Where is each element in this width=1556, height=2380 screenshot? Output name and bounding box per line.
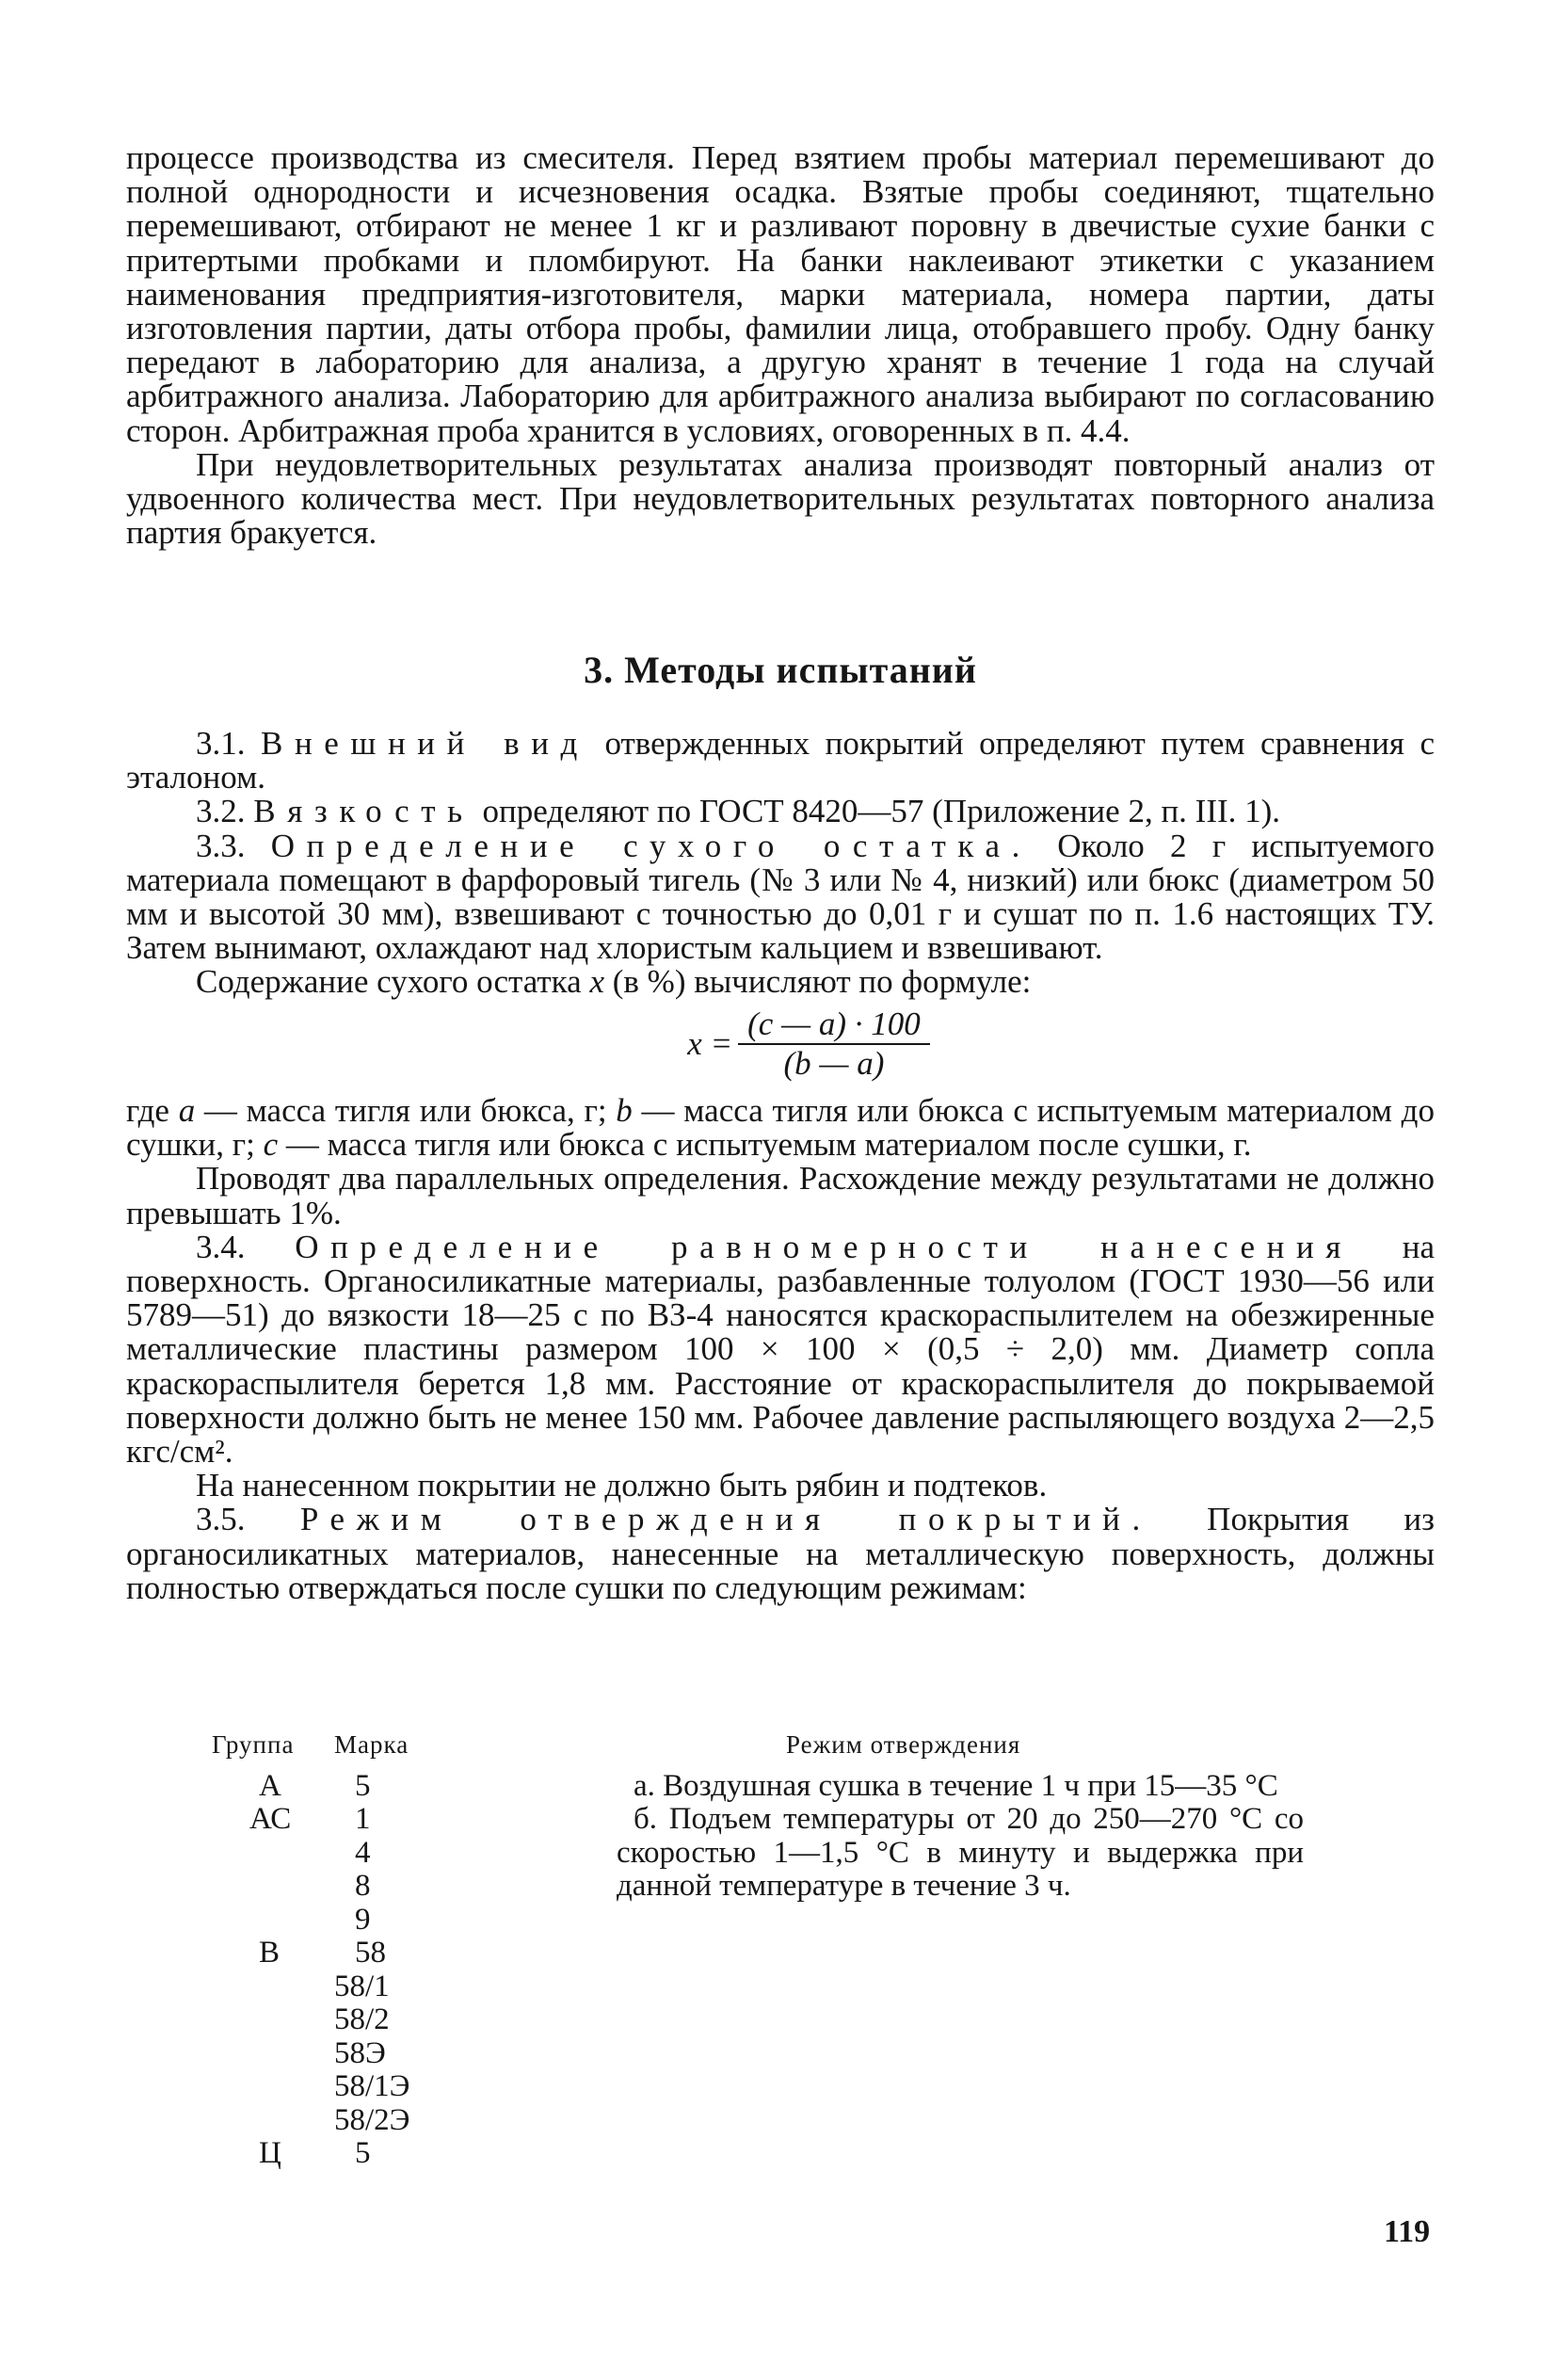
clause-text: Около 2 г испытуемого материала помещают в фарфоровый тигель (№ 3 или № 4, низкий) или бюкс (диаметром 50 мм и высотой 30 мм), взвешивают с точностью до 0,01 г и сушат по п. 1.6 настоящих ТУ. Затем вынимают, охлаждают над хлористым кальцием и взвешивают. <box>126 827 1436 967</box>
mark-cell: 58 <box>355 1936 386 1970</box>
clause-term: Внешний вид <box>261 725 589 762</box>
formula-numerator: (c — a) · 100 <box>738 1007 930 1045</box>
group-column <box>212 1770 334 2171</box>
mark-column <box>334 1770 504 2171</box>
clause-number: 3.5. <box>196 1501 246 1538</box>
curing-mode-table <box>212 1729 1436 2171</box>
mark-cell: 58/2 <box>334 2002 390 2036</box>
formula-legend: где a — масса тигля или бюкса, г; b — масса тигля или бюкса с испытуемым материалом до сушки, г; c — масса тигля или бюкса с испытуемым материалом после сушки, г. <box>126 1092 1435 1164</box>
formula-intro: Содержание сухого остатка x (в %) вычисляют по формуле: <box>196 963 1032 1001</box>
group-cell: А <box>259 1768 281 1803</box>
clause-text: на поверхность. Органосиликатные материалы, разбавленные толуолом (ГОСТ 1930—56 или 5789—51) до вязкости 18—25 с по ВЗ-4 наносятся краскораспылителем на обезжиренные металлические пластины размером 100 × 100 × (0,5 ÷ 2,0) мм. Диаметр сопла краскораспылителя берется 1,8 мм. Расстояние от краскораспылителя до покрываемой поверхности должно быть не менее 150 мм. Рабочее давление распыляющего воздуха 2—2,5 кгс/см². <box>126 1228 1435 1471</box>
mode-b: б. Подъем температуры от 20 до 250—270 °С со скоростью 1—1,5 °С в минуту и выдержка при данной температуре в течение 3 ч. <box>617 1802 1304 1903</box>
intro-paragraph-1: процессе производства из смесителя. Перед взятием пробы материал перемешивают до полной однородности и исчезновения осадка. Взятые пробы соединяют, тщательно перемешивают, отбирают не менее 1 кг и разливают поровну в двечистые сухие банки с притертыми пробками и пломбируют. На банки наклеивают этикетки с указанием наименования предприятия-изготовителя, марки материала, номера партии, даты изготовления партии, даты отбора пробы, фамилии лица, отобравшего пробу. Одну банку передают в лабораторию для анализа, а другую хранят в течение 1 года на случай арбитражного анализа. Лабораторию для арбитражного анализа выбирают по согласованию сторон. Арбитражная проба хранится в условиях, оговоренных в п. 4.4. <box>126 139 1435 449</box>
intro-text <box>126 141 1435 550</box>
table-header <box>212 1729 1436 1762</box>
clause-number: 3.3. <box>196 827 246 864</box>
mark-cell: 5 <box>355 1768 371 1803</box>
clause-3-3 <box>126 829 1435 966</box>
group-cell <box>212 2104 334 2138</box>
dry-residue-formula <box>126 1007 1435 1081</box>
clause-term: Режим отверждения покрытий. <box>299 1501 1152 1538</box>
clause-3-2 <box>126 795 1435 828</box>
clause-text: определяют по ГОСТ 8420—57 (Приложение 2, п. III. 1). <box>473 793 1281 830</box>
clause-text: Покрытия из органосиликатных материалов, нанесенные на металлическую поверхность, должны полностью отверждаться после сушки по следующим режимам: <box>126 1501 1435 1606</box>
mark-cell: 58/1 <box>334 1969 390 2003</box>
header-mode: Режим отверждения <box>786 1730 1021 1759</box>
section-body <box>126 727 1435 1605</box>
group-cell <box>212 1904 334 1938</box>
clause-number: 3.1. <box>196 725 246 762</box>
clause-number: 3.2. <box>196 793 246 830</box>
mode-column <box>617 1770 1304 2171</box>
header-mark: Марка <box>334 1730 409 1759</box>
intro-paragraph-2: При неудовлетворительных результатах анализа производят повторный анализ от удвоенного количества мест. При неудовлетворительных результатах повторного анализа партия бракуется. <box>126 445 1435 552</box>
clause-3-1 <box>126 727 1435 795</box>
group-cell <box>212 1837 334 1871</box>
group-cell: Ц <box>259 2136 281 2170</box>
group-cell <box>212 1870 334 1904</box>
mark-cell: 58Э <box>334 2035 386 2070</box>
clause-term: Вязкость <box>253 793 474 830</box>
group-cell <box>212 2003 334 2037</box>
group-cell <box>212 2070 334 2104</box>
mark-cell: 8 <box>355 1869 371 1903</box>
formula-denominator: (b — a) <box>783 1044 885 1082</box>
group-cell <box>212 2037 334 2071</box>
parallel-paragraph: Проводят два параллельных определения. Расхождение между результатами не должно превышать 1%. <box>126 1160 1435 1231</box>
mode-a: а. Воздушная сушка в течение 1 ч при 15—35 °С <box>634 1768 1278 1803</box>
clause-term: Определение сухого остатка. <box>270 827 1032 864</box>
clause-number: 3.4. <box>196 1228 246 1265</box>
clause-3-4 <box>126 1230 1435 1469</box>
mark-cell: 9 <box>355 1902 371 1937</box>
mark-cell: 5 <box>355 2136 371 2170</box>
table-body <box>212 1770 1436 2171</box>
mark-cell: 1 <box>355 1802 371 1836</box>
group-cell <box>212 1970 334 2004</box>
mark-cell: 4 <box>355 1835 371 1870</box>
formula-lhs: x = <box>687 1024 733 1062</box>
mark-cell: 58/2Э <box>334 2102 410 2137</box>
group-cell: В <box>259 1936 281 1970</box>
section-title: 3. Методы испытаний <box>584 649 977 691</box>
clause-3-5 <box>126 1503 1435 1605</box>
clause-text: отвержденных покрытий определяют путем сравнения с эталоном. <box>126 725 1436 796</box>
group-cell: АС <box>249 1802 292 1836</box>
clause-term: Определение равномерности нанесения <box>295 1228 1354 1265</box>
page-number: 119 <box>1384 2214 1431 2249</box>
formula-fraction <box>738 1007 930 1081</box>
header-group: Группа <box>212 1730 295 1759</box>
no-defects-paragraph: На нанесенном покрытии не должно быть рябин и подтеков. <box>196 1467 1048 1504</box>
mark-cell: 58/1Э <box>334 2069 410 2103</box>
